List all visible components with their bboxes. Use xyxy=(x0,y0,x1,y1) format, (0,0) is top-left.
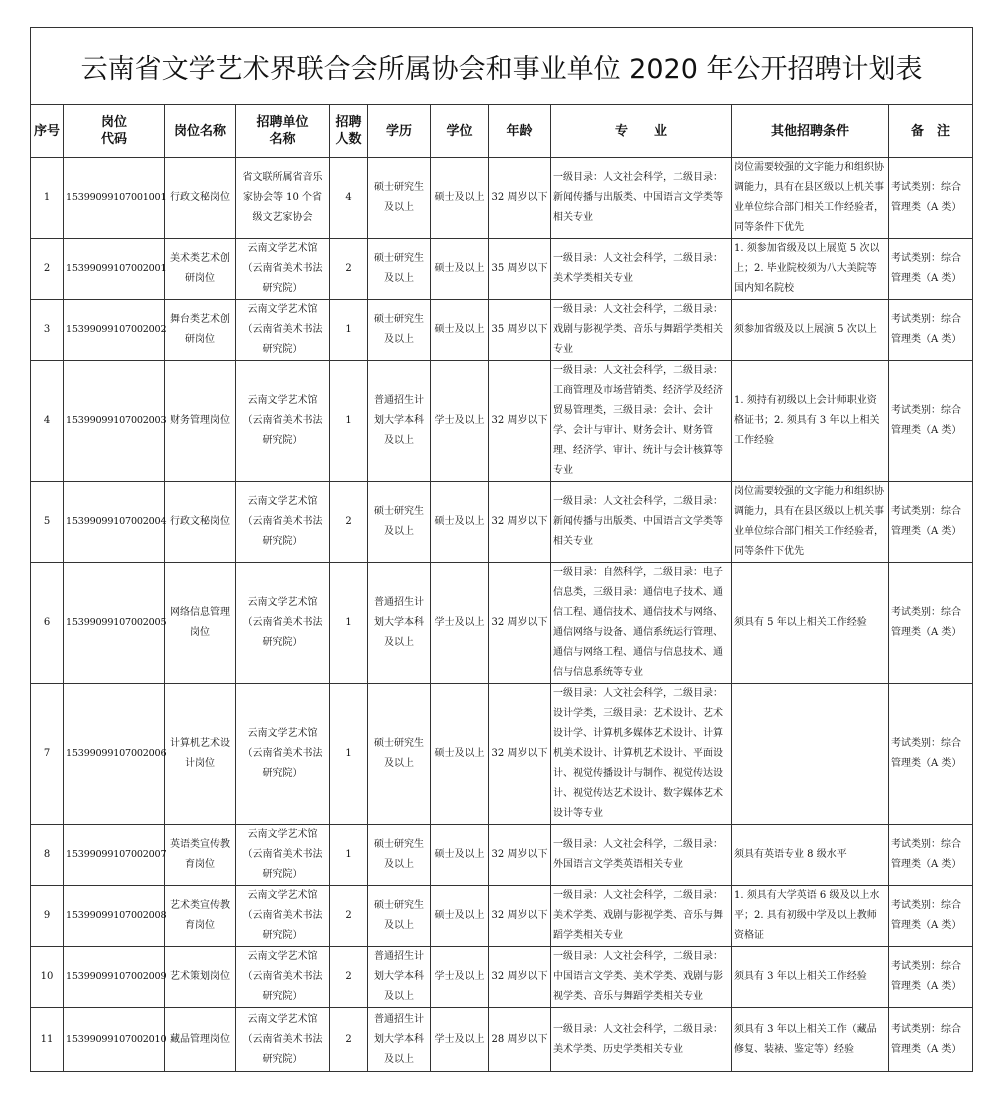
row-unit: 云南文学艺术馆（云南省美术书法研究院） xyxy=(236,1008,330,1072)
row-code: 15399099107002008 xyxy=(64,886,165,947)
header-major: 专 业 xyxy=(551,105,732,158)
recruitment-table xyxy=(30,27,973,1072)
row-position-name: 英语类宣传教育岗位 xyxy=(165,825,236,886)
row-age: 32 周岁以下 xyxy=(489,825,551,886)
row-code: 15399099107002010 xyxy=(64,1008,165,1072)
row-position-name: 财务管理岗位 xyxy=(165,361,236,482)
table-row xyxy=(31,482,973,563)
row-note: 考试类别：综合管理类（A 类） xyxy=(889,300,973,361)
row-seq: 9 xyxy=(31,886,64,947)
row-unit: 云南文学艺术馆（云南省美术书法研究院） xyxy=(236,300,330,361)
row-unit: 云南文学艺术馆（云南省美术书法研究院） xyxy=(236,825,330,886)
row-seq: 5 xyxy=(31,482,64,563)
row-degree: 硕士及以上 xyxy=(431,239,489,300)
row-education: 普通招生计划大学本科及以上 xyxy=(368,563,431,684)
row-age: 35 周岁以下 xyxy=(489,300,551,361)
row-count: 1 xyxy=(330,563,368,684)
row-age: 32 周岁以下 xyxy=(489,361,551,482)
table-row xyxy=(31,825,973,886)
header-note: 备 注 xyxy=(889,105,973,158)
row-other-conditions xyxy=(732,684,889,825)
row-unit: 云南文学艺术馆（云南省美术书法研究院） xyxy=(236,482,330,563)
row-note: 考试类别：综合管理类（A 类） xyxy=(889,361,973,482)
row-education: 普通招生计划大学本科及以上 xyxy=(368,1008,431,1072)
header-age: 年龄 xyxy=(489,105,551,158)
table-row xyxy=(31,1008,973,1072)
header-seq: 序号 xyxy=(31,105,64,158)
row-education: 普通招生计划大学本科及以上 xyxy=(368,947,431,1008)
row-major: 一级目录：人文社会科学，二级目录：工商管理及市场营销类、经济学及经济贸易管理类，三级目录：会计、会计学、会计与审计、财务会计、财务管理、经济学、审计、统计与会计核算等专业 xyxy=(551,361,732,482)
row-position-name: 舞台类艺术创研岗位 xyxy=(165,300,236,361)
row-code: 15399099107002009 xyxy=(64,947,165,1008)
row-major: 一级目录：自然科学，二级目录：电子信息类，三级目录：通信电子技术、通信工程、通信技术、通信技术与网络、通信网络与设备、通信系统运行管理、通信与网络工程、通信与信息技术、通信与信息系统等专业 xyxy=(551,563,732,684)
row-age: 32 周岁以下 xyxy=(489,482,551,563)
row-major: 一级目录：人文社会科学，二级目录：新闻传播与出版类、中国语言文学类等相关专业 xyxy=(551,482,732,563)
header-count: 招聘 人数 xyxy=(330,105,368,158)
row-seq: 8 xyxy=(31,825,64,886)
row-age: 28 周岁以下 xyxy=(489,1008,551,1072)
header-other: 其他招聘条件 xyxy=(732,105,889,158)
row-degree: 硕士及以上 xyxy=(431,300,489,361)
row-other-conditions: 须参加省级及以上展演 5 次以上 xyxy=(732,300,889,361)
row-code: 15399099107002003 xyxy=(64,361,165,482)
table-row xyxy=(31,158,973,239)
row-major: 一级目录：人文社会科学，二级目录：设计学类，三级目录：艺术设计、艺术设计学、计算机多媒体艺术设计、计算机美术设计、计算机艺术设计、平面设计、视觉传播设计与制作、视觉传达设计、视觉传达艺术设计、数字媒体艺术设计等专业 xyxy=(551,684,732,825)
row-note: 考试类别：综合管理类（A 类） xyxy=(889,563,973,684)
row-code: 15399099107002002 xyxy=(64,300,165,361)
row-other-conditions: 1. 须具有大学英语 6 级及以上水平；2. 具有初级中学及以上教师资格证 xyxy=(732,886,889,947)
row-education: 硕士研究生及以上 xyxy=(368,482,431,563)
row-count: 1 xyxy=(330,825,368,886)
row-degree: 硕士及以上 xyxy=(431,482,489,563)
row-count: 1 xyxy=(330,300,368,361)
table-row xyxy=(31,300,973,361)
row-code: 15399099107002004 xyxy=(64,482,165,563)
row-other-conditions: 须具有 5 年以上相关工作经验 xyxy=(732,563,889,684)
row-note: 考试类别：综合管理类（A 类） xyxy=(889,239,973,300)
row-count: 4 xyxy=(330,158,368,239)
row-position-name: 艺术类宣传教育岗位 xyxy=(165,886,236,947)
row-major: 一级目录：人文社会科学，二级目录：戏剧与影视学类、音乐与舞蹈学类相关专业 xyxy=(551,300,732,361)
row-seq: 4 xyxy=(31,361,64,482)
row-position-name: 藏品管理岗位 xyxy=(165,1008,236,1072)
row-age: 32 周岁以下 xyxy=(489,158,551,239)
row-age: 32 周岁以下 xyxy=(489,947,551,1008)
row-degree: 硕士及以上 xyxy=(431,684,489,825)
row-code: 15399099107002005 xyxy=(64,563,165,684)
row-age: 35 周岁以下 xyxy=(489,239,551,300)
header-edu: 学历 xyxy=(368,105,431,158)
table-row xyxy=(31,947,973,1008)
row-seq: 11 xyxy=(31,1008,64,1072)
table-row xyxy=(31,361,973,482)
row-seq: 10 xyxy=(31,947,64,1008)
row-degree: 学士及以上 xyxy=(431,361,489,482)
row-education: 硕士研究生及以上 xyxy=(368,684,431,825)
row-other-conditions: 须具有英语专业 8 级水平 xyxy=(732,825,889,886)
row-code: 15399099107002006 xyxy=(64,684,165,825)
row-code: 15399099107001001 xyxy=(64,158,165,239)
row-note: 考试类别：综合管理类（A 类） xyxy=(889,482,973,563)
row-position-name: 行政文秘岗位 xyxy=(165,158,236,239)
row-unit: 云南文学艺术馆（云南省美术书法研究院） xyxy=(236,886,330,947)
table-row xyxy=(31,239,973,300)
row-major: 一级目录：人文社会科学，二级目录：美术学类相关专业 xyxy=(551,239,732,300)
row-code: 15399099107002007 xyxy=(64,825,165,886)
row-unit: 云南文学艺术馆（云南省美术书法研究院） xyxy=(236,947,330,1008)
row-note: 考试类别：综合管理类（A 类） xyxy=(889,1008,973,1072)
row-unit: 省文联所属省音乐家协会等 10 个省级文艺家协会 xyxy=(236,158,330,239)
row-note: 考试类别：综合管理类（A 类） xyxy=(889,947,973,1008)
row-unit: 云南文学艺术馆（云南省美术书法研究院） xyxy=(236,361,330,482)
row-other-conditions: 1. 须参加省级及以上展览 5 次以上；2. 毕业院校须为八大美院等国内知名院校 xyxy=(732,239,889,300)
row-count: 1 xyxy=(330,361,368,482)
row-other-conditions: 岗位需要较强的文字能力和组织协调能力，具有在县区级以上机关事业单位综合部门相关工作经验者，同等条件下优先 xyxy=(732,482,889,563)
row-count: 2 xyxy=(330,1008,368,1072)
row-education: 硕士研究生及以上 xyxy=(368,300,431,361)
row-position-name: 美术类艺术创研岗位 xyxy=(165,239,236,300)
row-seq: 3 xyxy=(31,300,64,361)
row-note: 考试类别：综合管理类（A 类） xyxy=(889,684,973,825)
row-degree: 硕士及以上 xyxy=(431,886,489,947)
header-code: 岗位 代码 xyxy=(64,105,165,158)
row-count: 2 xyxy=(330,886,368,947)
row-unit: 云南文学艺术馆（云南省美术书法研究院） xyxy=(236,239,330,300)
header-unit: 招聘单位 名称 xyxy=(236,105,330,158)
row-degree: 学士及以上 xyxy=(431,947,489,1008)
recruitment-plan-sheet xyxy=(30,27,972,1072)
row-education: 硕士研究生及以上 xyxy=(368,825,431,886)
row-major: 一级目录：人文社会科学，二级目录：外国语言文学类英语相关专业 xyxy=(551,825,732,886)
row-unit: 云南文学艺术馆（云南省美术书法研究院） xyxy=(236,684,330,825)
row-count: 2 xyxy=(330,239,368,300)
row-seq: 7 xyxy=(31,684,64,825)
row-other-conditions: 须具有 3 年以上相关工作（藏品修复、装裱、鉴定等）经验 xyxy=(732,1008,889,1072)
table-row xyxy=(31,886,973,947)
row-other-conditions: 须具有 3 年以上相关工作经验 xyxy=(732,947,889,1008)
row-note: 考试类别：综合管理类（A 类） xyxy=(889,158,973,239)
row-degree: 硕士及以上 xyxy=(431,825,489,886)
row-education: 普通招生计划大学本科及以上 xyxy=(368,361,431,482)
row-count: 2 xyxy=(330,482,368,563)
table-header-row xyxy=(31,105,973,158)
header-name: 岗位名称 xyxy=(165,105,236,158)
row-position-name: 艺术策划岗位 xyxy=(165,947,236,1008)
row-note: 考试类别：综合管理类（A 类） xyxy=(889,886,973,947)
row-age: 32 周岁以下 xyxy=(489,684,551,825)
header-degree: 学位 xyxy=(431,105,489,158)
row-seq: 2 xyxy=(31,239,64,300)
row-degree: 学士及以上 xyxy=(431,1008,489,1072)
table-row xyxy=(31,563,973,684)
row-note: 考试类别：综合管理类（A 类） xyxy=(889,825,973,886)
row-major: 一级目录：人文社会科学，二级目录：新闻传播与出版类、中国语言文学类等相关专业 xyxy=(551,158,732,239)
row-major: 一级目录：人文社会科学，二级目录：美术学类、历史学类相关专业 xyxy=(551,1008,732,1072)
row-count: 1 xyxy=(330,684,368,825)
row-other-conditions: 岗位需要较强的文字能力和组织协调能力，具有在县区级以上机关事业单位综合部门相关工作经验者，同等条件下优先 xyxy=(732,158,889,239)
row-degree: 硕士及以上 xyxy=(431,158,489,239)
row-age: 32 周岁以下 xyxy=(489,563,551,684)
row-unit: 云南文学艺术馆（云南省美术书法研究院） xyxy=(236,563,330,684)
table-row xyxy=(31,684,973,825)
row-other-conditions: 1. 须持有初级以上会计师职业资格证书；2. 须具有 3 年以上相关工作经验 xyxy=(732,361,889,482)
row-major: 一级目录：人文社会科学，二级目录：美术学类、戏剧与影视学类、音乐与舞蹈学类相关专业 xyxy=(551,886,732,947)
row-education: 硕士研究生及以上 xyxy=(368,239,431,300)
row-code: 15399099107002001 xyxy=(64,239,165,300)
row-education: 硕士研究生及以上 xyxy=(368,158,431,239)
row-degree: 学士及以上 xyxy=(431,563,489,684)
row-education: 硕士研究生及以上 xyxy=(368,886,431,947)
row-position-name: 网络信息管理岗位 xyxy=(165,563,236,684)
row-seq: 1 xyxy=(31,158,64,239)
row-count: 2 xyxy=(330,947,368,1008)
row-seq: 6 xyxy=(31,563,64,684)
row-position-name: 行政文秘岗位 xyxy=(165,482,236,563)
row-major: 一级目录：人文社会科学，二级目录：中国语言文学类、美术学类、戏剧与影视学类、音乐与舞蹈学类相关专业 xyxy=(551,947,732,1008)
row-age: 32 周岁以下 xyxy=(489,886,551,947)
row-position-name: 计算机艺术设计岗位 xyxy=(165,684,236,825)
page-title: 云南省文学艺术界联合会所属协会和事业单位 2020 年公开招聘计划表 xyxy=(31,28,973,105)
